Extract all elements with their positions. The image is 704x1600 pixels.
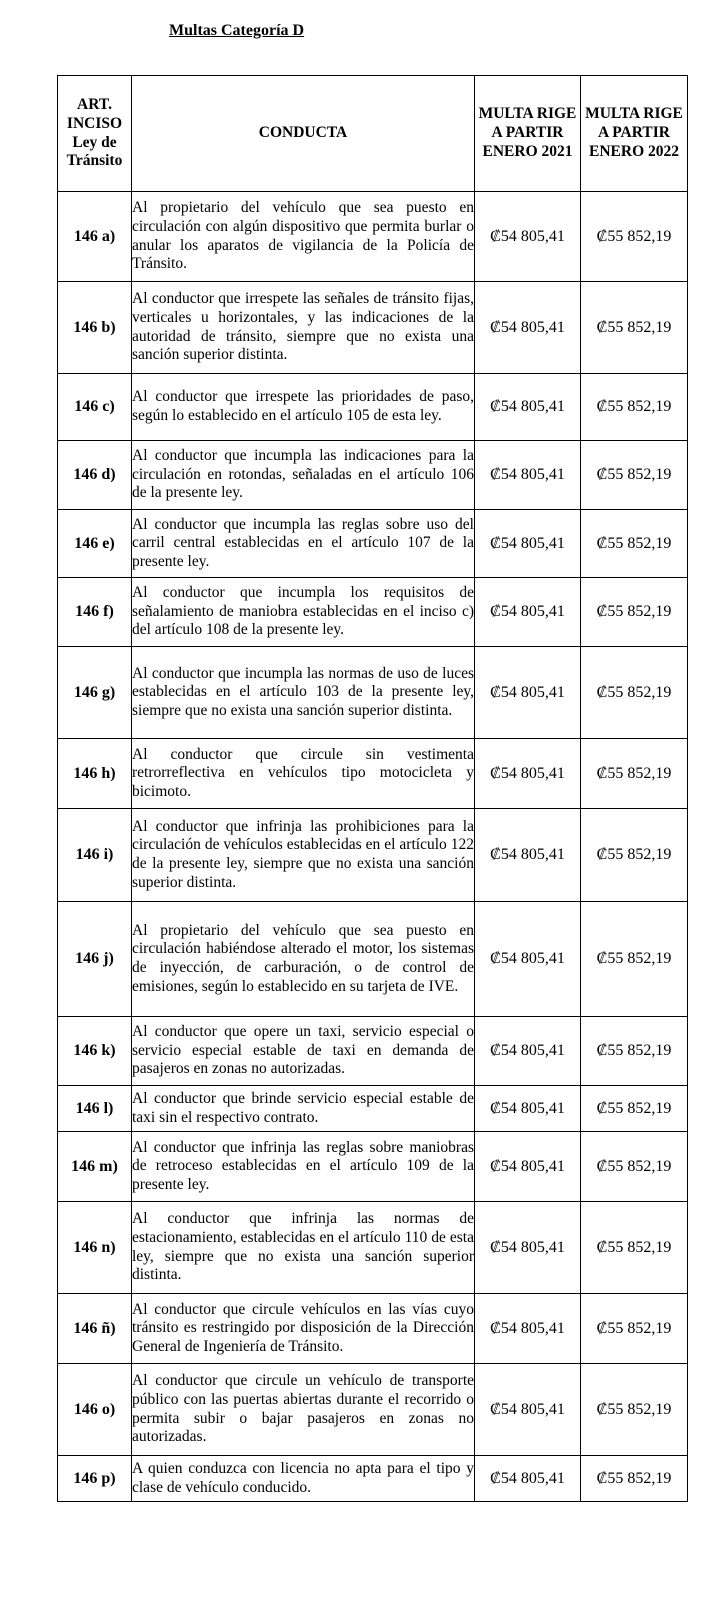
fine-2021-cell: ₡54 805,41: [475, 1086, 581, 1132]
fine-2021-cell: ₡54 805,41: [475, 441, 581, 510]
fine-2022-cell: ₡55 852,19: [581, 192, 688, 282]
header-conduct: CONDUCTA: [132, 76, 475, 192]
article-cell: 146 o): [58, 1364, 132, 1456]
fine-2021-cell: ₡54 805,41: [475, 1364, 581, 1456]
fine-2022-cell: ₡55 852,19: [581, 282, 688, 374]
table-row: [58, 510, 688, 578]
fine-2021-cell: ₡54 805,41: [475, 647, 581, 739]
conduct-cell: Al propietario del vehículo que sea puesto en circulación habiéndose alterado el motor, los sistemas de inyección, de carburación, o de control de emisiones, según lo establecido en su tarjeta de IVE.: [132, 902, 475, 1017]
article-cell: 146 ñ): [58, 1294, 132, 1364]
conduct-cell: Al conductor que irrespete las señales de tránsito fijas, verticales u horizontales, y las indicaciones de la autoridad de tránsito, siempre que no exista una sanción superior distinta.: [132, 282, 475, 374]
conduct-cell: Al propietario del vehículo que sea puesto en circulación con algún dispositivo que permita burlar o anular los aparatos de vigilancia de la Policía de Tránsito.: [132, 192, 475, 282]
conduct-cell: Al conductor que brinde servicio especial estable de taxi sin el respectivo contrato.: [132, 1086, 475, 1132]
conduct-cell: Al conductor que circule sin vestimenta retrorreflectiva en vehículos tipo motocicleta y bicimoto.: [132, 739, 475, 809]
article-cell: 146 b): [58, 282, 132, 374]
article-cell: 146 l): [58, 1086, 132, 1132]
fine-2022-cell: ₡55 852,19: [581, 1364, 688, 1456]
fine-2021-cell: ₡54 805,41: [475, 1132, 581, 1202]
fine-2022-cell: ₡55 852,19: [581, 1294, 688, 1364]
fine-2022-cell: ₡55 852,19: [581, 1132, 688, 1202]
article-cell: 146 i): [58, 809, 132, 902]
fine-2021-cell: ₡54 805,41: [475, 1456, 581, 1502]
fine-2022-cell: ₡55 852,19: [581, 902, 688, 1017]
fine-2022-cell: ₡55 852,19: [581, 647, 688, 739]
table-row: [58, 578, 688, 647]
article-cell: 146 f): [58, 578, 132, 647]
article-cell: 146 g): [58, 647, 132, 739]
conduct-cell: Al conductor que incumpla las reglas sobre uso del carril central establecidas en el artículo 107 de la presente ley.: [132, 510, 475, 578]
fine-2021-cell: ₡54 805,41: [475, 902, 581, 1017]
fine-2022-cell: ₡55 852,19: [581, 739, 688, 809]
fine-2021-cell: ₡54 805,41: [475, 809, 581, 902]
conduct-cell: Al conductor que incumpla las indicaciones para la circulación en rotondas, señaladas en el artículo 106 de la presente ley.: [132, 441, 475, 510]
fine-2022-cell: ₡55 852,19: [581, 1202, 688, 1294]
fine-2022-cell: ₡55 852,19: [581, 441, 688, 510]
table-row: [58, 1132, 688, 1202]
table-row: [58, 374, 688, 441]
conduct-cell: Al conductor que irrespete las prioridades de paso, según lo establecido en el artículo 105 de esta ley.: [132, 374, 475, 441]
table-row: [58, 441, 688, 510]
table-row: [58, 1086, 688, 1132]
document-title: Multas Categoría D: [169, 22, 305, 39]
fine-2022-cell: ₡55 852,19: [581, 1456, 688, 1502]
fine-2022-cell: ₡55 852,19: [581, 374, 688, 441]
article-cell: 146 h): [58, 739, 132, 809]
fine-2022-cell: ₡55 852,19: [581, 1017, 688, 1086]
article-cell: 146 p): [58, 1456, 132, 1502]
conduct-cell: Al conductor que incumpla las normas de uso de luces establecidas en el artículo 103 de la presente ley, siempre que no exista una sanción superior distinta.: [132, 647, 475, 739]
table-row: [58, 647, 688, 739]
header-fine-2022: MULTA RIGE A PARTIR ENERO 2022: [581, 76, 688, 192]
fine-2021-cell: ₡54 805,41: [475, 374, 581, 441]
table-row: [58, 1294, 688, 1364]
fine-2021-cell: ₡54 805,41: [475, 282, 581, 374]
table-row: [58, 809, 688, 902]
article-cell: 146 j): [58, 902, 132, 1017]
fine-2021-cell: ₡54 805,41: [475, 510, 581, 578]
table-row: [58, 1364, 688, 1456]
article-cell: 146 n): [58, 1202, 132, 1294]
fine-2021-cell: ₡54 805,41: [475, 739, 581, 809]
table-header-row: [58, 76, 688, 192]
article-cell: 146 m): [58, 1132, 132, 1202]
table-row: [58, 1456, 688, 1502]
conduct-cell: Al conductor que infrinja las normas de estacionamiento, establecidas en el artículo 110 de esta ley, siempre que no exista una sanción superior distinta.: [132, 1202, 475, 1294]
table-body: [58, 192, 688, 1502]
fine-2021-cell: ₡54 805,41: [475, 1202, 581, 1294]
conduct-cell: Al conductor que circule vehículos en las vías cuyo tránsito es restringido por disposición de la Dirección General de Ingeniería de Tránsito.: [132, 1294, 475, 1364]
conduct-cell: A quien conduzca con licencia no apta para el tipo y clase de vehículo conducido.: [132, 1456, 475, 1502]
fine-2021-cell: ₡54 805,41: [475, 1017, 581, 1086]
fines-table: [57, 75, 688, 1502]
fine-2022-cell: ₡55 852,19: [581, 1086, 688, 1132]
conduct-cell: Al conductor que incumpla los requisitos de señalamiento de maniobra establecidas en el inciso c) del artículo 108 de la presente ley.: [132, 578, 475, 647]
fine-2022-cell: ₡55 852,19: [581, 510, 688, 578]
table-row: [58, 1017, 688, 1086]
table-row: [58, 739, 688, 809]
header-article: ART. INCISO Ley de Tránsito: [58, 76, 132, 192]
fine-2022-cell: ₡55 852,19: [581, 578, 688, 647]
article-cell: 146 c): [58, 374, 132, 441]
table-row: [58, 282, 688, 374]
article-cell: 146 k): [58, 1017, 132, 1086]
table-row: [58, 1202, 688, 1294]
fine-2021-cell: ₡54 805,41: [475, 578, 581, 647]
conduct-cell: Al conductor que infrinja las reglas sobre maniobras de retroceso establecidas en el artículo 109 de la presente ley.: [132, 1132, 475, 1202]
table-row: [58, 902, 688, 1017]
article-cell: 146 e): [58, 510, 132, 578]
table-row: [58, 192, 688, 282]
header-fine-2021: MULTA RIGE A PARTIR ENERO 2021: [475, 76, 581, 192]
conduct-cell: Al conductor que circule un vehículo de transporte público con las puertas abiertas durante el recorrido o permita subir o bajar pasajeros en zonas no autorizadas.: [132, 1364, 475, 1456]
fine-2021-cell: ₡54 805,41: [475, 1294, 581, 1364]
fine-2022-cell: ₡55 852,19: [581, 809, 688, 902]
conduct-cell: Al conductor que infrinja las prohibiciones para la circulación de vehículos establecidas en el artículo 122 de la presente ley, siempre que no exista una sanción superior distinta.: [132, 809, 475, 902]
conduct-cell: Al conductor que opere un taxi, servicio especial o servicio especial estable de taxi en demanda de pasajeros en zonas no autorizadas.: [132, 1017, 475, 1086]
article-cell: 146 d): [58, 441, 132, 510]
fine-2021-cell: ₡54 805,41: [475, 192, 581, 282]
article-cell: 146 a): [58, 192, 132, 282]
